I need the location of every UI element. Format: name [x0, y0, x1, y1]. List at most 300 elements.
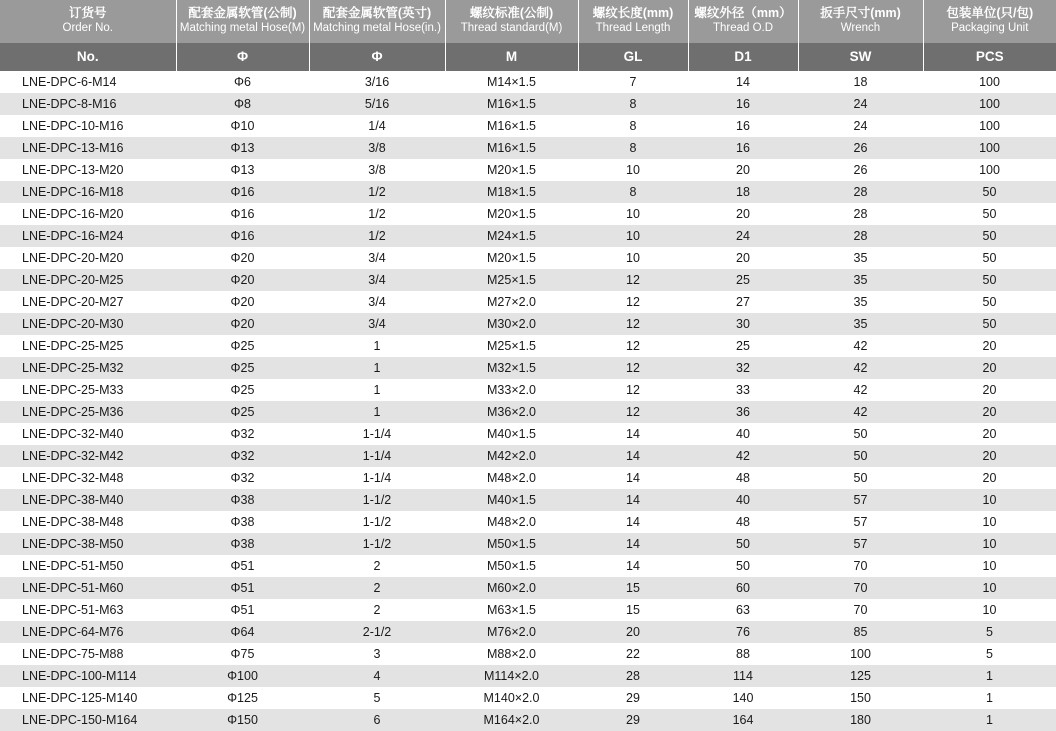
cell-value: 20 [923, 423, 1056, 445]
cell-value: Φ25 [176, 335, 309, 357]
cell-value: M14×1.5 [445, 71, 578, 93]
cell-value: 42 [688, 445, 798, 467]
cell-value: 1-1/2 [309, 489, 445, 511]
cell-value: 150 [798, 687, 923, 709]
cell-value: 29 [578, 687, 688, 709]
cell-value: 2-1/2 [309, 621, 445, 643]
cell-value: Φ32 [176, 445, 309, 467]
cell-value: 125 [798, 665, 923, 687]
cell-value: M40×1.5 [445, 423, 578, 445]
cell-value: 8 [578, 93, 688, 115]
table-row [0, 599, 1056, 621]
cell-value: 16 [688, 115, 798, 137]
cell-value: 40 [688, 423, 798, 445]
cell-value: 70 [798, 555, 923, 577]
cell-order-no: LNE-DPC-20-M27 [0, 291, 176, 313]
cell-order-no: LNE-DPC-8-M16 [0, 93, 176, 115]
cell-value: 10 [578, 159, 688, 181]
table-row [0, 93, 1056, 115]
cell-value: Φ25 [176, 379, 309, 401]
cell-order-no: LNE-DPC-51-M63 [0, 599, 176, 621]
cell-value: 5 [923, 643, 1056, 665]
column-header-order-no-cn: 订货号 [68, 6, 107, 20]
cell-value: 100 [923, 115, 1056, 137]
cell-value: 2 [309, 577, 445, 599]
cell-value: 20 [923, 379, 1056, 401]
cell-value: 14 [578, 511, 688, 533]
cell-value: 8 [578, 181, 688, 203]
column-header-thread-od-cn: 螺纹外径（mm） [694, 6, 792, 20]
cell-value: 8 [578, 137, 688, 159]
cell-value: 35 [798, 313, 923, 335]
cell-value: 35 [798, 269, 923, 291]
cell-order-no: LNE-DPC-10-M16 [0, 115, 176, 137]
cell-value: 1-1/4 [309, 445, 445, 467]
cell-value: 30 [688, 313, 798, 335]
cell-order-no: LNE-DPC-75-M88 [0, 643, 176, 665]
cell-value: Φ32 [176, 423, 309, 445]
cell-value: 63 [688, 599, 798, 621]
cell-value: M16×1.5 [445, 93, 578, 115]
table-row [0, 115, 1056, 137]
cell-value: M63×1.5 [445, 599, 578, 621]
cell-value: M16×1.5 [445, 137, 578, 159]
column-header-packaging-unit-cn: 包装单位(只/包) [946, 6, 1034, 20]
table-row [0, 313, 1056, 335]
cell-value: 3/4 [309, 291, 445, 313]
cell-value: 50 [923, 181, 1056, 203]
cell-value: 10 [578, 225, 688, 247]
symbol-header-no: No. [0, 43, 176, 71]
cell-order-no: LNE-DPC-38-M48 [0, 511, 176, 533]
cell-value: Φ13 [176, 137, 309, 159]
cell-value: M40×1.5 [445, 489, 578, 511]
cell-value: 14 [578, 423, 688, 445]
cell-value: 20 [923, 357, 1056, 379]
table-row [0, 291, 1056, 313]
symbol-header-phi-metric: Φ [176, 43, 309, 71]
cell-value: 3/8 [309, 137, 445, 159]
cell-value: 1 [309, 357, 445, 379]
cell-value: 28 [798, 225, 923, 247]
cell-value: M25×1.5 [445, 269, 578, 291]
cell-value: 114 [688, 665, 798, 687]
symbol-header-m: M [445, 43, 578, 71]
cell-order-no: LNE-DPC-25-M33 [0, 379, 176, 401]
cell-value: 3/8 [309, 159, 445, 181]
cell-value: Φ16 [176, 225, 309, 247]
cell-value: 50 [923, 291, 1056, 313]
table-row [0, 709, 1056, 731]
cell-value: M50×1.5 [445, 555, 578, 577]
cell-value: Φ64 [176, 621, 309, 643]
table-row [0, 379, 1056, 401]
cell-value: 180 [798, 709, 923, 731]
cell-value: 1 [923, 665, 1056, 687]
column-header-hose-inch [309, 0, 445, 43]
cell-value: 25 [688, 269, 798, 291]
column-header-thread-length-en: Thread Length [595, 22, 671, 34]
cell-value: 8 [578, 115, 688, 137]
cell-order-no: LNE-DPC-38-M40 [0, 489, 176, 511]
cell-value: Φ32 [176, 467, 309, 489]
cell-order-no: LNE-DPC-16-M18 [0, 181, 176, 203]
column-header-thread-standard [445, 0, 578, 43]
cell-value: 27 [688, 291, 798, 313]
table-row [0, 489, 1056, 511]
cell-order-no: LNE-DPC-16-M20 [0, 203, 176, 225]
column-header-thread-od-en: Thread O.D [712, 22, 774, 34]
cell-value: 50 [923, 269, 1056, 291]
cell-value: 28 [578, 665, 688, 687]
cell-value: Φ51 [176, 577, 309, 599]
cell-value: 70 [798, 599, 923, 621]
cell-value: 1 [309, 335, 445, 357]
cell-order-no: LNE-DPC-125-M140 [0, 687, 176, 709]
cell-order-no: LNE-DPC-32-M48 [0, 467, 176, 489]
cell-value: 3 [309, 643, 445, 665]
cell-value: Φ100 [176, 665, 309, 687]
cell-value: 26 [798, 159, 923, 181]
cell-value: 5 [923, 621, 1056, 643]
cell-value: M88×2.0 [445, 643, 578, 665]
cell-value: 24 [798, 93, 923, 115]
cell-value: 10 [578, 247, 688, 269]
cell-order-no: LNE-DPC-16-M24 [0, 225, 176, 247]
cell-value: M20×1.5 [445, 203, 578, 225]
table-row [0, 203, 1056, 225]
cell-value: Φ38 [176, 533, 309, 555]
cell-value: 3/4 [309, 313, 445, 335]
cell-value: M25×1.5 [445, 335, 578, 357]
cell-value: 12 [578, 313, 688, 335]
cell-value: 88 [688, 643, 798, 665]
cell-value: 50 [923, 247, 1056, 269]
cell-value: 32 [688, 357, 798, 379]
cell-value: Φ16 [176, 181, 309, 203]
table-row [0, 137, 1056, 159]
table-header-row-bilingual [0, 0, 1056, 43]
column-header-wrench-cn: 扳手尺寸(mm) [820, 6, 901, 20]
cell-value: 50 [688, 555, 798, 577]
column-header-wrench-en: Wrench [840, 22, 881, 34]
cell-value: 20 [578, 621, 688, 643]
cell-value: Φ20 [176, 269, 309, 291]
cell-order-no: LNE-DPC-150-M164 [0, 709, 176, 731]
table-row [0, 159, 1056, 181]
cell-value: 15 [578, 577, 688, 599]
cell-value: 18 [688, 181, 798, 203]
cell-value: 10 [923, 489, 1056, 511]
table-row [0, 445, 1056, 467]
cell-value: 20 [923, 335, 1056, 357]
cell-value: 140 [688, 687, 798, 709]
cell-value: 36 [688, 401, 798, 423]
cell-value: M33×2.0 [445, 379, 578, 401]
cell-value: 1 [923, 687, 1056, 709]
table-header-row-symbols [0, 43, 1056, 71]
table-row [0, 467, 1056, 489]
cell-value: 20 [923, 467, 1056, 489]
cell-value: 20 [688, 247, 798, 269]
cell-value: 57 [798, 533, 923, 555]
cell-value: 100 [923, 93, 1056, 115]
cell-value: 50 [688, 533, 798, 555]
cell-value: 35 [798, 247, 923, 269]
cell-value: M42×2.0 [445, 445, 578, 467]
cell-value: 20 [923, 445, 1056, 467]
cell-value: 57 [798, 489, 923, 511]
cell-value: 12 [578, 401, 688, 423]
symbol-header-sw: SW [798, 43, 923, 71]
cell-value: M18×1.5 [445, 181, 578, 203]
cell-value: 50 [798, 445, 923, 467]
cell-value: 20 [923, 401, 1056, 423]
cell-value: 1/2 [309, 225, 445, 247]
cell-value: 1-1/2 [309, 511, 445, 533]
cell-value: 10 [923, 599, 1056, 621]
cell-value: 3/4 [309, 269, 445, 291]
cell-order-no: LNE-DPC-25-M25 [0, 335, 176, 357]
cell-value: M60×2.0 [445, 577, 578, 599]
cell-order-no: LNE-DPC-38-M50 [0, 533, 176, 555]
cell-value: 29 [578, 709, 688, 731]
column-header-order-no [0, 0, 176, 43]
cell-value: M30×2.0 [445, 313, 578, 335]
table-row [0, 269, 1056, 291]
cell-value: Φ38 [176, 489, 309, 511]
column-header-thread-od [688, 0, 798, 43]
column-header-hose-inch-en: Matching metal Hose(in.) [313, 22, 441, 34]
cell-value: 10 [923, 533, 1056, 555]
table-row [0, 401, 1056, 423]
cell-value: 16 [688, 93, 798, 115]
table-row [0, 511, 1056, 533]
cell-value: 12 [578, 291, 688, 313]
cell-value: 1/2 [309, 181, 445, 203]
cell-value: 28 [798, 203, 923, 225]
cell-value: M140×2.0 [445, 687, 578, 709]
cell-value: 16 [688, 137, 798, 159]
table-row [0, 357, 1056, 379]
column-header-hose-metric-cn: 配套金属软管(公制) [188, 6, 297, 20]
cell-value: 1/2 [309, 203, 445, 225]
cell-value: Φ125 [176, 687, 309, 709]
cell-value: 1 [309, 379, 445, 401]
cell-value: 20 [688, 203, 798, 225]
cell-value: 5/16 [309, 93, 445, 115]
cell-value: 42 [798, 379, 923, 401]
symbol-header-d1: D1 [688, 43, 798, 71]
cell-value: 18 [798, 71, 923, 93]
cell-value: Φ8 [176, 93, 309, 115]
cell-value: 76 [688, 621, 798, 643]
cell-value: 100 [923, 137, 1056, 159]
cell-value: 50 [923, 313, 1056, 335]
cell-value: 14 [578, 555, 688, 577]
cell-value: M36×2.0 [445, 401, 578, 423]
cell-value: 20 [688, 159, 798, 181]
cell-value: 48 [688, 511, 798, 533]
table-row [0, 643, 1056, 665]
symbol-header-pcs: PCS [923, 43, 1056, 71]
cell-value: Φ25 [176, 357, 309, 379]
table-row [0, 423, 1056, 445]
cell-order-no: LNE-DPC-51-M60 [0, 577, 176, 599]
cell-value: 10 [578, 203, 688, 225]
cell-value: 6 [309, 709, 445, 731]
table-body [0, 71, 1056, 731]
cell-value: M48×2.0 [445, 511, 578, 533]
cell-value: M50×1.5 [445, 533, 578, 555]
cell-value: 164 [688, 709, 798, 731]
cell-value: 7 [578, 71, 688, 93]
cell-value: M20×1.5 [445, 159, 578, 181]
cell-value: 42 [798, 357, 923, 379]
cell-value: 26 [798, 137, 923, 159]
cell-value: 35 [798, 291, 923, 313]
cell-value: 50 [923, 203, 1056, 225]
column-header-packaging-unit [923, 0, 1056, 43]
cell-value: 5 [309, 687, 445, 709]
cell-value: 42 [798, 401, 923, 423]
cell-value: M32×1.5 [445, 357, 578, 379]
cell-value: 14 [578, 533, 688, 555]
cell-value: 14 [688, 71, 798, 93]
column-header-packaging-unit-en: Packaging Unit [951, 22, 1029, 34]
cell-value: 14 [578, 467, 688, 489]
cell-value: M20×1.5 [445, 247, 578, 269]
cell-order-no: LNE-DPC-25-M36 [0, 401, 176, 423]
cell-value: Φ16 [176, 203, 309, 225]
column-header-hose-inch-cn: 配套金属软管(英寸) [322, 6, 432, 20]
table-row [0, 665, 1056, 687]
cell-value: 14 [578, 489, 688, 511]
column-header-wrench [798, 0, 923, 43]
cell-value: 100 [923, 159, 1056, 181]
cell-value: 1 [309, 401, 445, 423]
cell-value: Φ13 [176, 159, 309, 181]
cell-value: 12 [578, 379, 688, 401]
cell-value: 12 [578, 269, 688, 291]
cell-value: 1-1/4 [309, 467, 445, 489]
cell-value: 70 [798, 577, 923, 599]
table-row [0, 533, 1056, 555]
cell-order-no: LNE-DPC-13-M20 [0, 159, 176, 181]
cell-value: 42 [798, 335, 923, 357]
cell-value: Φ6 [176, 71, 309, 93]
cell-value: 100 [923, 71, 1056, 93]
cell-value: 12 [578, 357, 688, 379]
cell-value: 10 [923, 577, 1056, 599]
cell-value: 25 [688, 335, 798, 357]
cell-order-no: LNE-DPC-20-M20 [0, 247, 176, 269]
cell-value: 28 [798, 181, 923, 203]
cell-value: 24 [798, 115, 923, 137]
cell-value: 1/4 [309, 115, 445, 137]
table-row [0, 687, 1056, 709]
column-header-thread-standard-en: Thread standard(M) [460, 22, 563, 34]
cell-value: Φ150 [176, 709, 309, 731]
cell-order-no: LNE-DPC-25-M32 [0, 357, 176, 379]
cell-value: Φ51 [176, 555, 309, 577]
column-header-thread-standard-cn: 螺纹标准(公制) [469, 6, 554, 20]
cell-order-no: LNE-DPC-6-M14 [0, 71, 176, 93]
cell-value: 24 [688, 225, 798, 247]
cell-value: 40 [688, 489, 798, 511]
cell-order-no: LNE-DPC-20-M25 [0, 269, 176, 291]
cell-value: M76×2.0 [445, 621, 578, 643]
cell-value: 10 [923, 555, 1056, 577]
cell-value: M27×2.0 [445, 291, 578, 313]
cell-value: 50 [798, 467, 923, 489]
cell-value: 1-1/2 [309, 533, 445, 555]
cell-value: Φ10 [176, 115, 309, 137]
table-row [0, 181, 1056, 203]
cell-order-no: LNE-DPC-32-M40 [0, 423, 176, 445]
column-header-thread-length [578, 0, 688, 43]
cell-order-no: LNE-DPC-32-M42 [0, 445, 176, 467]
cell-value: Φ20 [176, 247, 309, 269]
cell-value: 50 [798, 423, 923, 445]
table-row [0, 555, 1056, 577]
cell-value: 3/16 [309, 71, 445, 93]
cell-value: 14 [578, 445, 688, 467]
cell-value: M16×1.5 [445, 115, 578, 137]
cell-value: Φ25 [176, 401, 309, 423]
cell-order-no: LNE-DPC-20-M30 [0, 313, 176, 335]
cell-value: 1-1/4 [309, 423, 445, 445]
cell-value: 85 [798, 621, 923, 643]
cell-value: 48 [688, 467, 798, 489]
column-header-hose-metric-en: Matching metal Hose(M) [179, 22, 306, 34]
cell-value: 4 [309, 665, 445, 687]
cell-value: Φ20 [176, 291, 309, 313]
cell-order-no: LNE-DPC-100-M114 [0, 665, 176, 687]
cell-value: 2 [309, 599, 445, 621]
table-row [0, 71, 1056, 93]
column-header-order-no-en: Order No. [62, 22, 113, 34]
cell-value: 2 [309, 555, 445, 577]
cell-value: 100 [798, 643, 923, 665]
cell-value: Φ20 [176, 313, 309, 335]
column-header-thread-length-cn: 螺纹长度(mm) [592, 6, 674, 20]
cell-value: 50 [923, 225, 1056, 247]
cell-value: M164×2.0 [445, 709, 578, 731]
cell-value: 3/4 [309, 247, 445, 269]
cell-value: 60 [688, 577, 798, 599]
table-row [0, 225, 1056, 247]
cell-value: 33 [688, 379, 798, 401]
table-row [0, 335, 1056, 357]
column-header-hose-metric [176, 0, 309, 43]
symbol-header-phi-inch: Φ [309, 43, 445, 71]
cell-value: 1 [923, 709, 1056, 731]
cell-value: Φ51 [176, 599, 309, 621]
table-row [0, 621, 1056, 643]
cell-value: 57 [798, 511, 923, 533]
cell-value: M24×1.5 [445, 225, 578, 247]
cell-value: 12 [578, 335, 688, 357]
table-row [0, 577, 1056, 599]
table-header [0, 0, 1056, 71]
cell-order-no: LNE-DPC-51-M50 [0, 555, 176, 577]
cell-value: 10 [923, 511, 1056, 533]
cell-value: Φ38 [176, 511, 309, 533]
cell-value: 15 [578, 599, 688, 621]
cell-order-no: LNE-DPC-64-M76 [0, 621, 176, 643]
cell-value: Φ75 [176, 643, 309, 665]
